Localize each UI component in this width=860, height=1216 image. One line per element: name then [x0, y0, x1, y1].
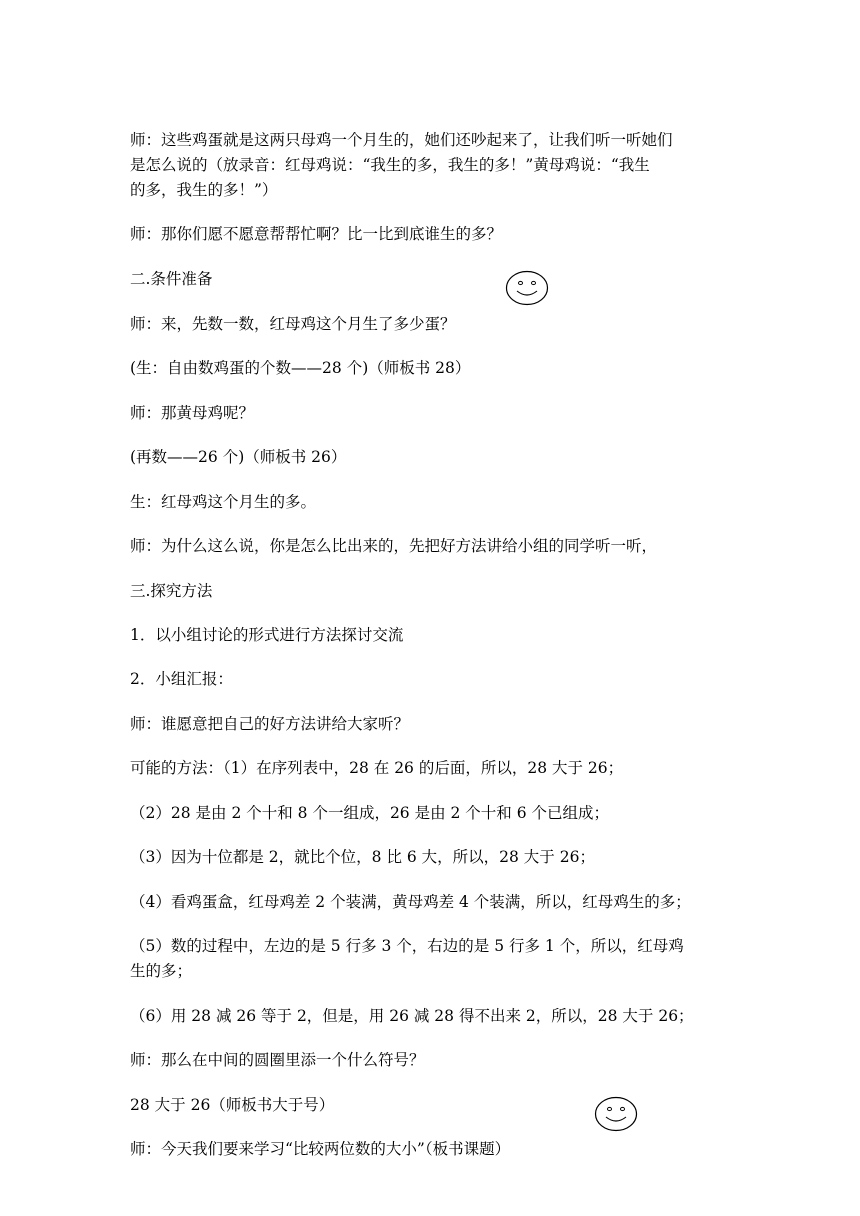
- paragraph-line: （3）因为十位都是 2，就比个位，8 比 6 大，所以，28 大于 26；: [130, 848, 595, 866]
- paragraph-line: (生：自由数鸡蛋的个数——28 个)（师板书 28）: [130, 359, 471, 377]
- list-item: 2．小组汇报：: [130, 670, 233, 688]
- paragraph-line: 师：为什么这么说，你是怎么比出来的，先把好方法讲给小组的同学听一听，: [130, 537, 658, 555]
- paragraph-line: （5）数的过程中，左边的是 5 行多 3 个，右边的是 5 行多 1 个，所以，红母鸡: [130, 937, 684, 955]
- section-heading: 三.探究方法: [130, 582, 213, 600]
- paragraph-line: （2）28 是由 2 个十和 8 个一组成，26 是由 2 个十和 6 个已组成；: [130, 804, 610, 822]
- paragraph-line: 师：这些鸡蛋就是这两只母鸡一个月生的，她们还吵起来了，让我们听一听她们: [130, 131, 673, 149]
- paragraph-line: 师：来，先数一数，红母鸡这个月生了多少蛋？: [130, 315, 456, 333]
- paragraph-line: 师：今天我们要来学习“比较两位数的大小”（板书课题）: [130, 1140, 511, 1158]
- paragraph-line: 师：那你们愿不愿意帮帮忙啊？比一比到底谁生的多？: [130, 225, 503, 243]
- paragraph-line: 的多，我生的多！”）: [130, 181, 278, 199]
- paragraph-line: 师：那么在中间的圆圈里添一个什么符号？: [130, 1051, 425, 1069]
- paragraph-line: 28 大于 26（师板书大于号）: [130, 1096, 335, 1114]
- paragraph-line: （6）用 28 减 26 等于 2，但是，用 26 减 28 得不出来 2，所以，28 大于 26；: [130, 1007, 694, 1025]
- list-item: 1．以小组讨论的形式进行方法探讨交流: [130, 626, 404, 644]
- paragraph-line: 生：红母鸡这个月生的多。: [130, 493, 317, 511]
- paragraph-line: 生的多；: [130, 962, 193, 980]
- paragraph-line: (再数——26 个)（师板书 26）: [130, 448, 347, 466]
- paragraph-line: 可能的方法：（1）在序列表中，28 在 26 的后面，所以，28 大于 26；: [130, 759, 624, 777]
- smiley-face-icon: [505, 270, 549, 306]
- paragraph-line: 是怎么说的（放录音：红母鸡说：“我生的多，我生的多！”黄母鸡说：“我生: [130, 156, 650, 174]
- paragraph-line: 师：那黄母鸡呢？: [130, 404, 255, 422]
- section-heading: 二.条件准备: [130, 270, 213, 288]
- smiley-face-icon: [594, 1096, 638, 1132]
- paragraph-line: （4）看鸡蛋盒，红母鸡差 2 个装满，黄母鸡差 4 个装满，所以，红母鸡生的多；: [130, 893, 691, 911]
- paragraph-line: 师：谁愿意把自己的好方法讲给大家听？: [130, 715, 410, 733]
